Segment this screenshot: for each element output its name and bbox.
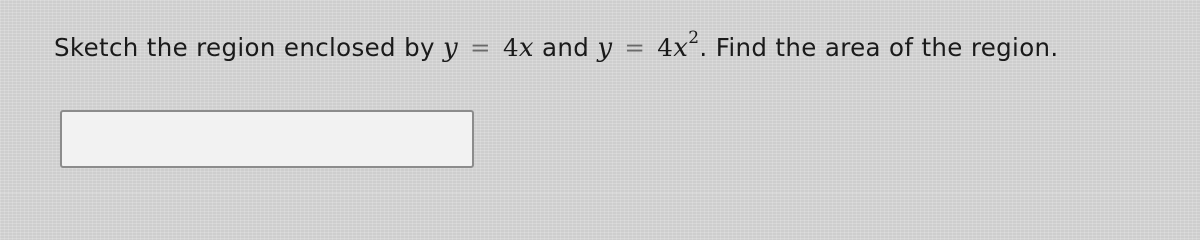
var-y-second: y <box>597 33 613 63</box>
coefficient-second: 4 <box>657 33 674 62</box>
question-text <box>54 28 1059 68</box>
equals-sign-first: = <box>470 33 491 62</box>
exponent: 2 <box>688 28 700 48</box>
var-y-first: y <box>443 33 459 63</box>
question-suffix: . Find the area of the region. <box>699 33 1059 62</box>
answer-input[interactable] <box>60 110 474 168</box>
equals-sign-second: = <box>624 33 646 62</box>
var-x-second: x <box>673 33 689 63</box>
var-x-first: x <box>518 33 534 63</box>
question-prefix: Sketch the region enclosed by <box>54 33 435 62</box>
conjunction-and: and <box>542 33 590 62</box>
coefficient-first: 4 <box>502 33 519 62</box>
